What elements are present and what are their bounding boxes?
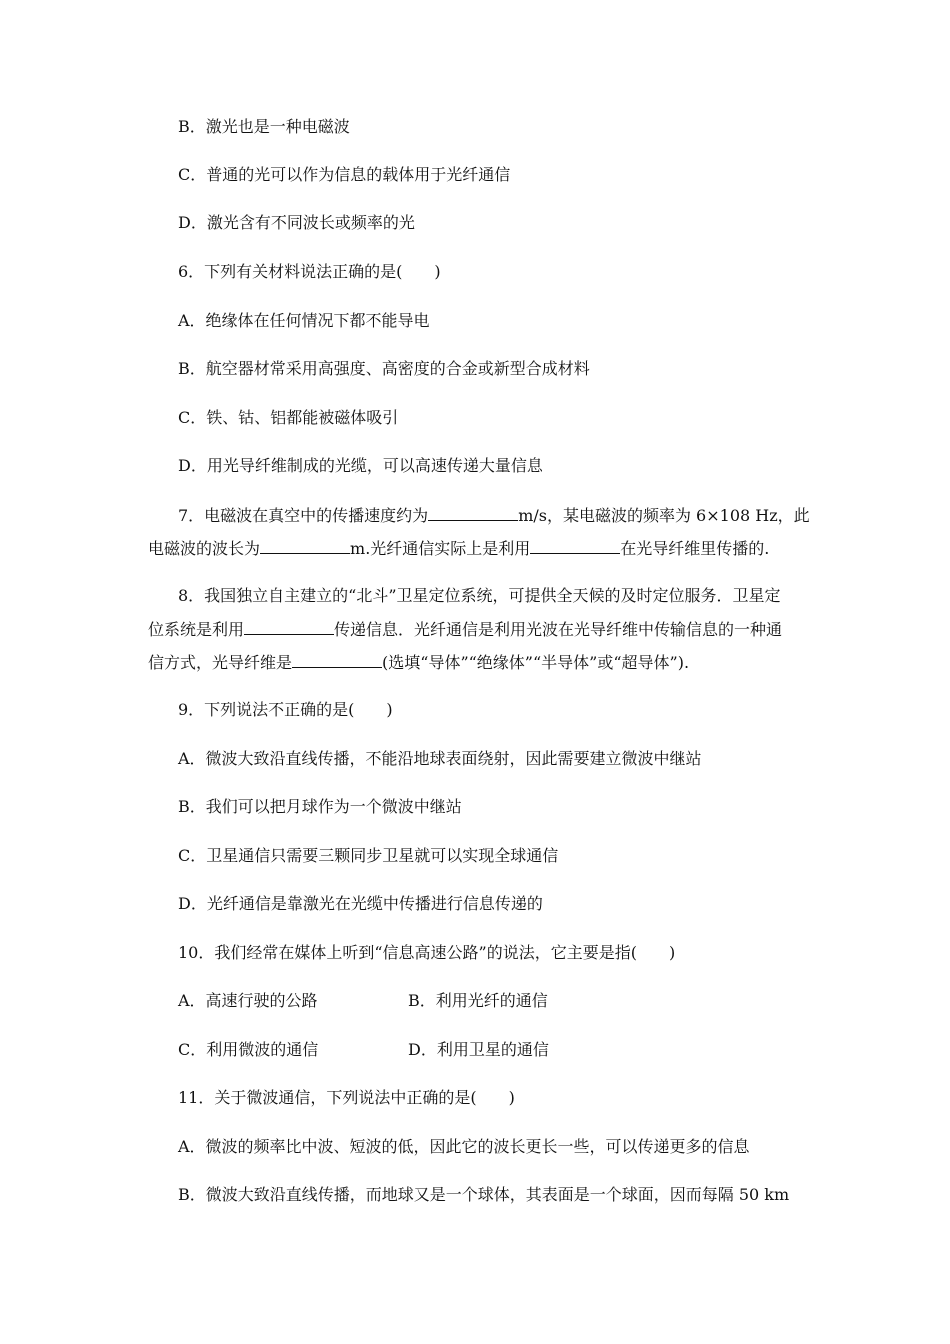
q7-blank-medium[interactable] bbox=[530, 538, 620, 554]
q6-option-d: D．用光导纤维制成的光缆，可以高速传递大量信息 bbox=[178, 456, 543, 475]
q9-option-a: A．微波大致沿直线传播，不能沿地球表面绕射，因此需要建立微波中继站 bbox=[178, 749, 702, 768]
q6-option-c: C．铁、钴、铝都能被磁体吸引 bbox=[178, 408, 399, 427]
q7-text-4: m.光纤通信实际上是利用 bbox=[350, 539, 531, 558]
q10-option-c: C．利用微波的通信 bbox=[178, 1040, 319, 1059]
q6-stem: 6．下列有关材料说法正确的是( ) bbox=[178, 262, 441, 281]
q7-text-2: m/s，某电磁波的频率为 6×108 Hz，此 bbox=[518, 506, 810, 525]
q7-blank-speed[interactable] bbox=[428, 505, 518, 521]
q10-option-a: A．高速行驶的公路 bbox=[178, 991, 318, 1010]
q6-option-a: A．绝缘体在任何情况下都不能导电 bbox=[178, 311, 430, 330]
q8-blank-signal[interactable] bbox=[244, 619, 334, 635]
q7-text-3: 电磁波的波长为 bbox=[148, 539, 261, 558]
q6-option-b: B．航空器材常采用高强度、高密度的合金或新型合成材料 bbox=[178, 359, 590, 378]
q11-stem: 11．关于微波通信，下列说法中正确的是( ) bbox=[178, 1088, 515, 1107]
q11-option-b: B．微波大致沿直线传播，而地球又是一个球体，其表面是一个球面，因而每隔 50 km bbox=[178, 1185, 790, 1204]
q5-option-b: B．激光也是一种电磁波 bbox=[178, 117, 350, 136]
q8-text-5: (选填“导体”“绝缘体”“半导体”或“超导体”). bbox=[382, 653, 690, 672]
q5-option-c: C．普通的光可以作为信息的载体用于光纤通信 bbox=[178, 165, 511, 184]
q7-text-1: 7．电磁波在真空中的传播速度约为 bbox=[178, 506, 429, 525]
q11-option-a: A．微波的频率比中波、短波的低，因此它的波长更长一些，可以传递更多的信息 bbox=[178, 1137, 750, 1156]
q7-blank-wavelength[interactable] bbox=[260, 538, 350, 554]
q8-line-2 bbox=[148, 619, 812, 640]
q7-line-1 bbox=[178, 505, 812, 526]
q10-option-b: B．利用光纤的通信 bbox=[408, 991, 548, 1010]
q8-line-3 bbox=[148, 652, 812, 673]
q10-option-d: D．利用卫星的通信 bbox=[408, 1040, 549, 1059]
q8-line-1: 8．我国独立自主建立的“北斗”卫星定位系统，可提供全天候的及时定位服务．卫星定 bbox=[178, 586, 781, 605]
q10-stem: 10．我们经常在媒体上听到“信息高速公路”的说法，它主要是指( ) bbox=[178, 943, 676, 962]
q9-stem: 9．下列说法不正确的是( ) bbox=[178, 700, 393, 719]
q7-text-5: 在光导纤维里传播的. bbox=[620, 539, 770, 558]
q7-line-2 bbox=[148, 538, 812, 559]
q9-option-c: C．卫星通信只需要三颗同步卫星就可以实现全球通信 bbox=[178, 846, 559, 865]
q8-text-4: 信方式，光导纤维是 bbox=[148, 653, 293, 672]
q10-options-row-1 bbox=[178, 991, 812, 1011]
q8-text-3: 传递信息．光纤通信是利用光波在光导纤维中传输信息的一种通 bbox=[334, 620, 783, 639]
q9-option-d: D．光纤通信是靠激光在光缆中传播进行信息传递的 bbox=[178, 894, 543, 913]
q10-options-row-2 bbox=[178, 1040, 812, 1060]
q9-option-b: B．我们可以把月球作为一个微波中继站 bbox=[178, 797, 462, 816]
q8-text-2: 位系统是利用 bbox=[148, 620, 245, 639]
q8-blank-material[interactable] bbox=[292, 652, 382, 668]
q5-option-d: D．激光含有不同波长或频率的光 bbox=[178, 213, 415, 232]
